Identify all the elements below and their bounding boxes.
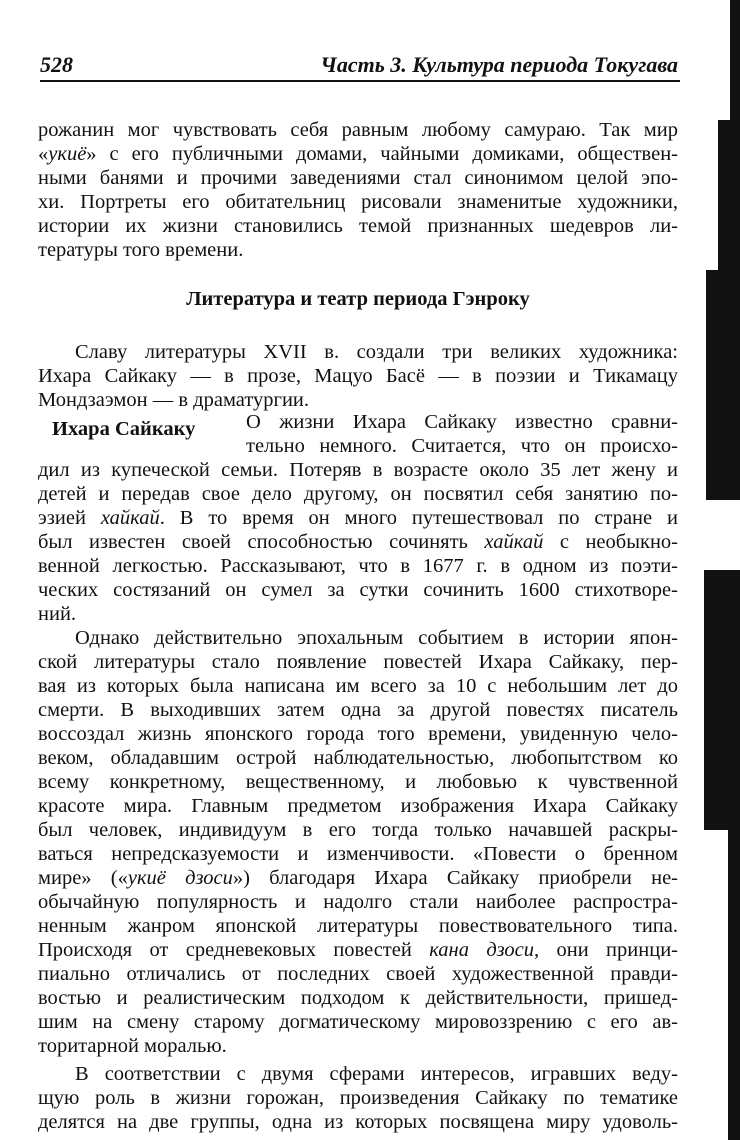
italic-term: хайкай [484,531,544,553]
text-line: вая из которых была написана им всего за 10 с небольшим лет до [38,675,678,697]
text-line: В соответствии с двумя сферами интересов, игравших веду- [75,1063,678,1085]
text-line: эзией хайкай. В то время он много путешествовал по стране и [38,507,678,529]
text-line: щую роль в жизни горожан, произведения Сайкаку по тематике [38,1087,678,1109]
text-line: рожанин мог чувствовать себя равным любому самураю. Так мир [38,119,678,141]
text-line: красоте мира. Главным предметом изображения Ихара Сайкаку [38,795,678,817]
text-line: истории их жизни становились темой признанных шедевров ли- [38,215,678,237]
text-line: всему конкретному, вещественному, и любовью к чувственной [38,771,678,793]
scan-shadow [704,570,740,830]
text-line: веком, обладавшим острой наблюдательностью, любопытством ко [38,747,678,769]
text-line: был человек, индивидуум в его тогда только начавшей раскры- [38,819,678,841]
text-line: ний. [38,603,77,625]
text-line: тературы того времени. [38,239,244,261]
running-head: Часть 3. Культура периода Токугава [320,52,678,77]
text-line: Однако действительно эпохальным событием в истории япон- [75,627,678,649]
text-line: ваться непредсказуемости и изменчивости. «Повести о бренном [38,843,678,865]
italic-term: кана дзоси [429,939,535,961]
text-line: О жизни Ихара Сайкаку известно сравни- [246,411,678,433]
text-line: Ихара Сайкаку — в прозе, Мацуо Басё — в поэзии и Тикамацу [38,365,678,387]
text-line: востью и реалистическим подходом к действительности, пришед- [38,987,678,1009]
text-line: Мондзаэмон — в драматургии. [38,389,310,411]
text-line: был известен своей способностью сочинять хайкай с необыкно- [38,531,678,553]
text-line: делятся на две группы, одна из которых посвящена миру удоволь- [38,1111,678,1133]
scan-shadow [730,0,740,120]
text-line: ческих состязаний он сумел за сутки сочинить 1600 стихотворе- [38,579,678,601]
scan-shadow [728,830,740,1140]
text-line: венной легкостью. Рассказывают, что в 1677 г. в одном из поэти- [38,555,678,577]
section-heading: Литература и театр периода Гэнроку [186,288,530,310]
scan-shadow [706,270,740,500]
text-line: мире» («укиё дзоси») благодаря Ихара Сайкаку приобрели не- [38,867,679,889]
text-line: ненным жанром японской литературы повествовательного типа. [38,915,678,937]
text-line: смерти. В выходивших затем одна за другой повестях писатель [38,699,678,721]
text-line: пиально отличались от последних своей художественной правди- [38,963,678,985]
text-line: детей и передав свое дело другому, он посвятил себя занятию по- [38,483,678,505]
text-line: ской литературы стало появление повестей Ихара Сайкаку, пер- [38,651,678,673]
scan-shadow [718,120,740,270]
text-line: ными банями и прочими заведениями стал синонимом целой эпо- [38,167,678,189]
text-line: хи. Портреты его обитательниц рисовали знаменитые художники, [38,191,678,213]
text-line: Славу литературы XVII в. создали три великих художника: [75,341,678,363]
text-line: обычайную популярность и надолго стали наиболее распростра- [38,891,678,913]
side-heading: Ихара Сайкаку [52,418,196,440]
page-number: 528 [40,52,73,77]
text-line: дил из купеческой семьи. Потеряв в возрасте около 35 лет жену и [38,459,678,481]
text-line: торитарной моралью. [38,1035,227,1057]
italic-term: хайкай [100,507,160,529]
text-line: тельно немного. Считается, что он происхо- [246,435,678,457]
italic-term: укиё дзоси [127,867,233,889]
text-line: воссоздал жизнь японского города того времени, увиденную чело- [38,723,678,745]
text-line: «укиё» с его публичными домами, чайными домиками, обществен- [38,143,678,165]
text-line: шим на смену старому догматическому мировоззрению с его ав- [38,1011,678,1033]
italic-term: укиё [48,143,87,165]
text-line: Происходя от средневековых повестей кана дзоси, они принци- [38,939,678,961]
